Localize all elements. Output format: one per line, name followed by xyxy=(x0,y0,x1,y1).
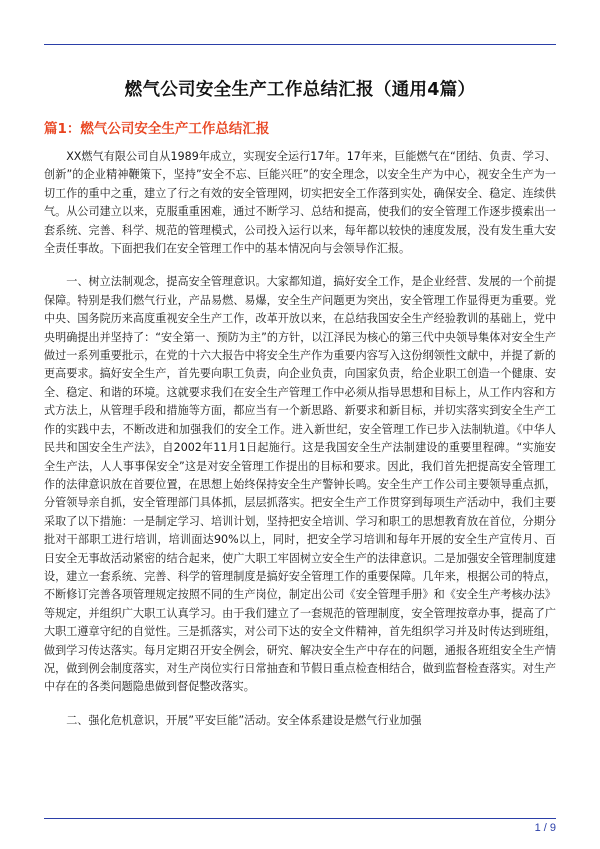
body-paragraph-intro: XX燃气有限公司自从1989年成立，实现安全运行17年。17年来，巨能燃气在“团结、负责、学习、创新”的企业精神鞭策下，坚持”安全不忘、巨能兴旺”的安全理念，以安全生产为中心，视安全生产为一切工作的重中之重，建立了行之有效的安全管理网，切实把安全工作落到实处，确保安全、稳定、连续供气。从公司建立以来，克服重重困难，通过不断学习、总结和提高，使我们的安全管理工作逐步摸索出一套系统、完善、科学、规范的管理模式，公司投入运行以来，每年都以较快的速度发展，没有发生重大安全责任事故。下面把我们在安全管理工作中的基本情况向与会领导作汇报。 xyxy=(44,150,556,256)
document-body xyxy=(44,148,556,745)
body-paragraph-section-1: 一、树立法制观念，提高安全管理意识。大家都知道，搞好安全工作，是企业经营、发展的一个前提保障。特别是我们燃气行业，产品易燃、易爆，安全生产问题更为突出，安全管理工作显得更为重要。党中央、国务院历来高度重视安全生产工作，改革开放以来，在总结我国安全生产经验教训的基础上，党中央明确提出并坚持了：“安全第一、预防为主”的方针，以江泽民为核心的第三代中央领导集体对安全生产做过一系列重要批示，在党的十六大报告中将安全生产作为重要内容写入这份纲领性文献中，并提了新的更高要求。搞好安全生产，首先要向职工负责，向企业负责，向国家负责，给企业职工创造一个健康、安全、稳定、和谐的环境。这就要求我们在安全生产管理工作中必须从指导思想和目标上，从工作内容和方式方法上，从管理手段和措施等方面，都应当有一个新思路、新要求和新目标，并切实落实到安全生产工作的实践中去，不断改进和加强我们的安全工作。进入新世纪，安全管理工作已步入法制轨道。《中华人民共和国安全生产法》，自2002年11月1日起施行。这是我国安全生产法制建设的重要里程碑。“实施安全生产法，人人事事保安全”这是对安全管理工作提出的目标和要求。因此，我们首先把提高安全管理工作的法律意识放在首要位置，在思想上始终保持安全生产警钟长鸣。安全生产工作公司主要领导重点抓，分管领导亲自抓，安全管理部门具体抓，层层抓落实。把安全生产工作贯穿到每项生产活动中，我们主要采取了以下措施：一是制定学习、培训计划，坚持把安全培训、学习和职工的思想教育放在首位，分期分批对干部职工进行培训，培训面达90%以上，同时，把安全学习培训和每年开展的安全生产宣传月、百日安全无事故活动紧密的结合起来，使广大职工牢固树立安全生产的法律意识。二是加强安全管理制度建设，建立一套系统、完善、科学的管理制度是搞好安全管理工作的重要保障。几年来，根据公司的特点，不断修订完善各项管理规定按照不同的生产岗位，制定出公司《安全管理手册》和《安全生产考核办法》等规定，并组织广大职工认真学习。由于我们建立了一套规范的管理制度，安全管理按章办事，提高了广大职工遵章守纪的自觉性。三是抓落实，对公司下达的安全文件精神，首先组织学习并及时传达到班组，做到学习传达落实。每月定期召开安全例会，研究、解决安全生产中存在的问题，通报各班组安全生产情况，做到例会制度落实，对生产岗位实行日常抽查和节假日重点检查相结合，做到监督检查落实。对生产中存在的各类问题隐患做到督促整改落实。 xyxy=(44,275,556,694)
footer-rule xyxy=(44,818,556,819)
section-heading: 篇1：燃气公司安全生产工作总结汇报 xyxy=(44,121,270,137)
page-indicator: 1 / 9 xyxy=(534,822,556,834)
header-rule xyxy=(44,44,556,45)
document-title: 燃气公司安全生产工作总结汇报（通用4篇） xyxy=(124,80,476,100)
body-paragraph-section-2: 二、强化危机意识，开展”平安巨能”活动。安全体系建设是燃气行业加强 xyxy=(66,713,422,727)
